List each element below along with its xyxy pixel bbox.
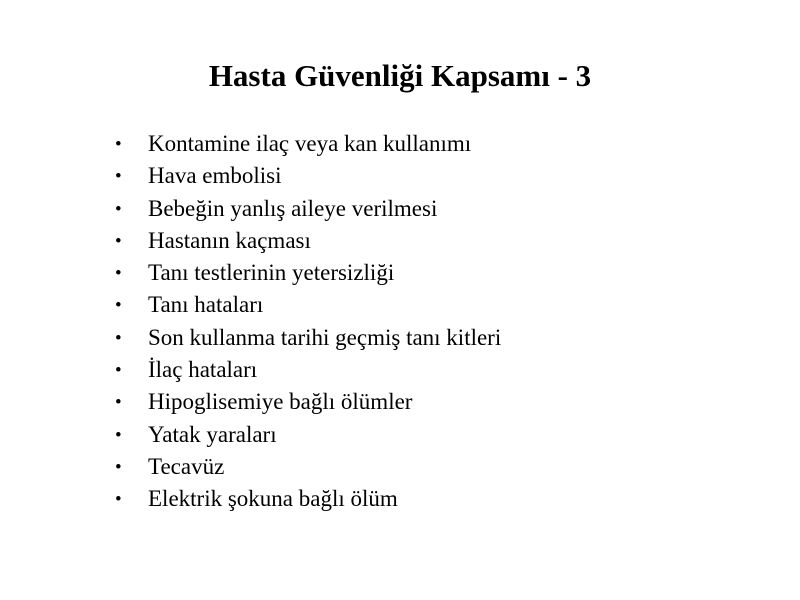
bullet-icon: • (115, 360, 122, 382)
bullet-icon: • (115, 424, 122, 446)
list-item (115, 225, 501, 257)
list-item (115, 257, 501, 289)
bullet-icon: • (115, 456, 122, 478)
list-item (115, 193, 501, 225)
bullet-icon: • (115, 489, 122, 511)
list-item-text: Hava embolisi (148, 163, 282, 189)
list-item (115, 386, 501, 418)
bullet-icon: • (115, 198, 122, 220)
bullet-icon: • (115, 134, 122, 155)
list-item (115, 160, 501, 192)
list-item (115, 419, 501, 451)
bullet-icon: • (115, 327, 122, 349)
list-item-text: Tecavüz (148, 453, 225, 479)
list-item-text: İlaç hataları (148, 357, 258, 383)
bullet-icon: • (115, 392, 122, 414)
list-item-text: Son kullanma tarihi geçmiş tanı kitleri (148, 324, 502, 350)
list-item (115, 128, 501, 160)
list-item-text: Hipoglisemiye bağlı ölümler (148, 389, 413, 415)
slide-title: Hasta Güvenliği Kapsamı - 3 (208, 58, 592, 93)
list-item-text: Kontamine ilaç veya kan kullanımı (148, 131, 472, 156)
bullet-icon: • (115, 263, 122, 285)
bullet-list (115, 128, 501, 516)
bullet-icon: • (115, 230, 122, 252)
list-item-text: Yatak yaraları (148, 421, 277, 447)
list-item (115, 354, 501, 386)
list-item (115, 451, 501, 483)
bullet-icon: • (115, 295, 122, 317)
list-item (115, 322, 501, 354)
list-item-text: Tanı hataları (148, 292, 264, 318)
bullet-icon: • (115, 166, 122, 188)
list-item-text: Tanı testlerinin yetersizliği (148, 260, 395, 286)
list-item (115, 483, 501, 515)
list-item-text: Bebeğin yanlış aileye verilmesi (148, 195, 438, 221)
list-item-text: Hastanın kaçması (148, 227, 311, 253)
list-item-text: Elektrik şokuna bağlı ölüm (148, 486, 398, 512)
list-item (115, 289, 501, 321)
